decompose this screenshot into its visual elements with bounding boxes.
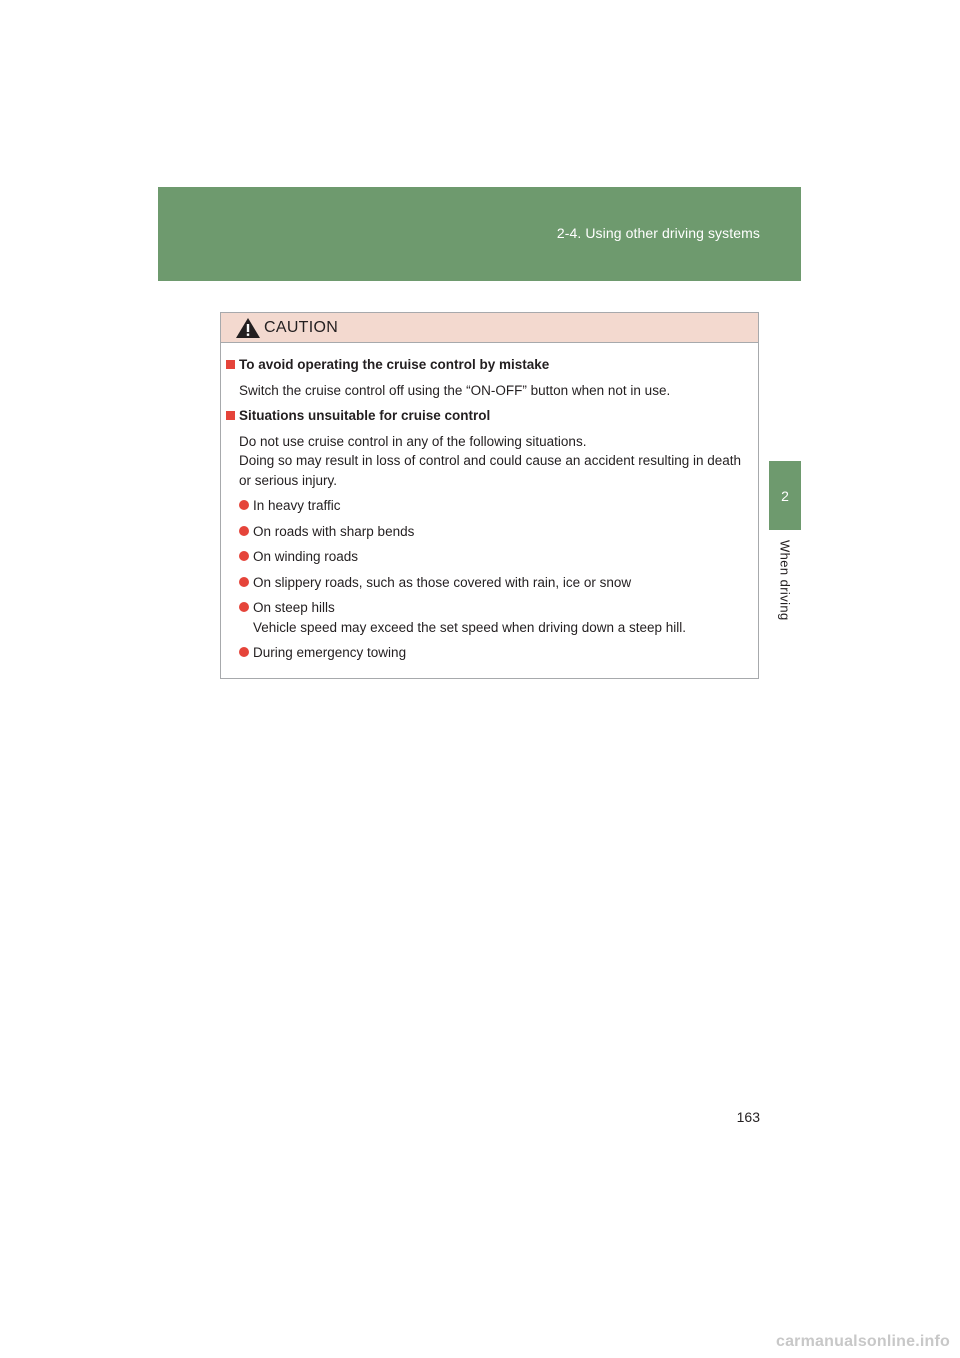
warning-triangle-icon bbox=[235, 317, 261, 339]
chapter-number: 2 bbox=[781, 487, 789, 504]
section-title: 2-4. Using other driving systems bbox=[556, 225, 760, 241]
section-heading: To avoid operating the cruise control by mistake bbox=[226, 355, 753, 375]
bullet-dot-icon bbox=[239, 577, 249, 587]
list-item: On roads with sharp bends bbox=[239, 522, 753, 542]
caution-box bbox=[220, 312, 759, 679]
bullet-dot-icon bbox=[239, 500, 249, 510]
list-item: On slippery roads, such as those covered with rain, ice or snow bbox=[239, 573, 753, 593]
bullet-dot-icon bbox=[239, 647, 249, 657]
chapter-label-container bbox=[769, 540, 801, 621]
section-text bbox=[226, 432, 753, 491]
bullet-dot-icon bbox=[239, 602, 249, 612]
list-item: On steep hills Vehicle speed may exceed the set speed when driving down a steep hill. bbox=[239, 598, 753, 637]
square-bullet-icon bbox=[226, 360, 235, 369]
chapter-label: When driving bbox=[777, 540, 793, 621]
section-text-line: Do not use cruise control in any of the following situations. bbox=[239, 433, 587, 449]
steep-hills-note: Vehicle speed may exceed the set speed when driving down a steep hill. bbox=[253, 619, 687, 635]
list-item: On winding roads bbox=[239, 547, 753, 567]
caution-header bbox=[221, 313, 758, 343]
page-number: 163 bbox=[736, 1109, 760, 1125]
bullet-dot-icon bbox=[239, 551, 249, 561]
list-item: During emergency towing bbox=[239, 643, 753, 663]
caution-title: CAUTION bbox=[264, 318, 339, 336]
list-item: In heavy traffic bbox=[239, 496, 753, 516]
section-text: Switch the cruise control off using the “ON-OFF” button when not in use. bbox=[239, 382, 671, 398]
square-bullet-icon bbox=[226, 411, 235, 420]
bullet-dot-icon bbox=[239, 526, 249, 536]
section-header-band bbox=[158, 187, 801, 281]
section-text-line: Doing so may result in loss of control and could cause an accident resulting in death or serious injury. bbox=[239, 453, 742, 488]
caution-body bbox=[221, 343, 758, 663]
chapter-tab bbox=[769, 461, 801, 530]
watermark: carmanualsonline.info bbox=[775, 1333, 950, 1350]
section-heading: Situations unsuitable for cruise control bbox=[226, 406, 753, 426]
bullet-list bbox=[226, 496, 753, 663]
